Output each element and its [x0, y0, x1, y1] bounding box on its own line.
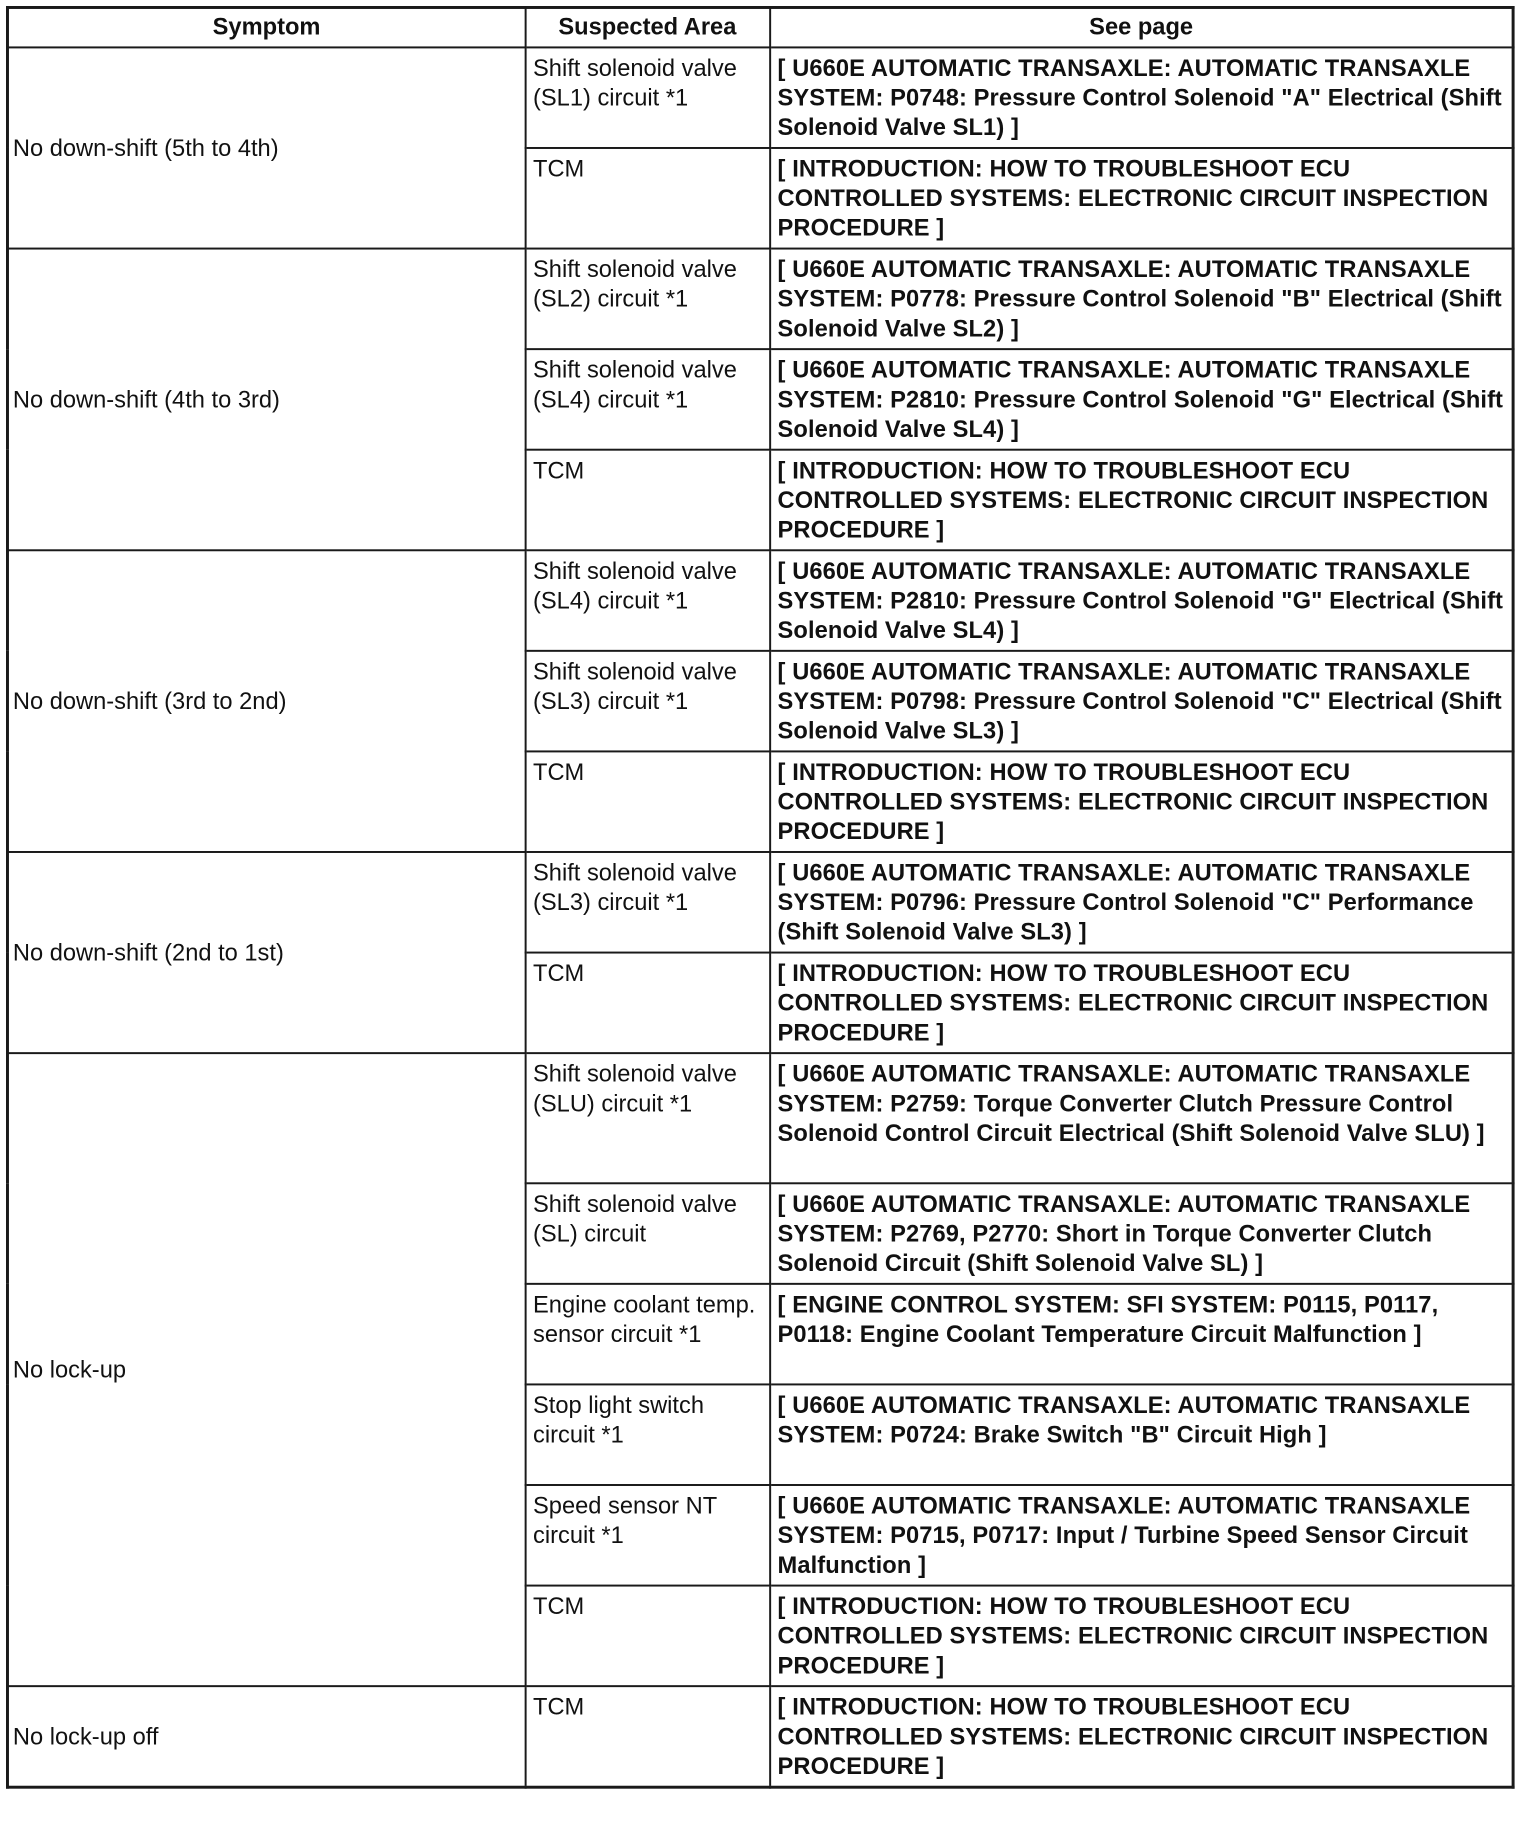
table-row: [7, 1053, 1513, 1183]
symptom-cell: No down-shift (5th to 4th): [7, 47, 525, 248]
suspected-area-cell: Shift solenoid valve (SL) circuit: [525, 1183, 770, 1284]
symptom-table: [6, 6, 1515, 1789]
see-page-reference-cell: [ U660E AUTOMATIC TRANSAXLE: AUTOMATIC TRANSAXLE SYSTEM: P2759: Torque Converter Clutch Pressure Control Solenoid Control Circuit Electrical (Shift Solenoid Valve SLU) ]: [770, 1053, 1513, 1183]
suspected-area-cell: Shift solenoid valve (SL4) circuit *1: [525, 349, 770, 450]
suspected-area-cell: TCM: [525, 1686, 770, 1787]
see-page-reference-cell: [ INTRODUCTION: HOW TO TROUBLESHOOT ECU CONTROLLED SYSTEMS: ELECTRONIC CIRCUIT INSPECTION PROCEDURE ]: [770, 450, 1513, 551]
see-page-reference-cell: [ INTRODUCTION: HOW TO TROUBLESHOOT ECU CONTROLLED SYSTEMS: ELECTRONIC CIRCUIT INSPECTION PROCEDURE ]: [770, 1586, 1513, 1687]
table-row: [7, 1686, 1513, 1787]
see-page-reference-cell: [ U660E AUTOMATIC TRANSAXLE: AUTOMATIC TRANSAXLE SYSTEM: P0778: Pressure Control Solenoid "B" Electrical (Shift Solenoid Valve SL2) ]: [770, 249, 1513, 350]
suspected-area-cell: Speed sensor NT circuit *1: [525, 1485, 770, 1586]
see-page-reference-cell: [ INTRODUCTION: HOW TO TROUBLESHOOT ECU CONTROLLED SYSTEMS: ELECTRONIC CIRCUIT INSPECTION PROCEDURE ]: [770, 1686, 1513, 1787]
header-see-page: See page: [770, 7, 1513, 47]
see-page-reference-cell: [ U660E AUTOMATIC TRANSAXLE: AUTOMATIC TRANSAXLE SYSTEM: P0798: Pressure Control Solenoid "C" Electrical (Shift Solenoid Valve SL3) ]: [770, 651, 1513, 752]
suspected-area-cell: Shift solenoid valve (SL4) circuit *1: [525, 550, 770, 651]
table-row: [7, 249, 1513, 350]
see-page-reference-cell: [ INTRODUCTION: HOW TO TROUBLESHOOT ECU CONTROLLED SYSTEMS: ELECTRONIC CIRCUIT INSPECTION PROCEDURE ]: [770, 953, 1513, 1054]
see-page-reference-cell: [ ENGINE CONTROL SYSTEM: SFI SYSTEM: P0115, P0117, P0118: Engine Coolant Temperature Circuit Malfunction ]: [770, 1284, 1513, 1385]
symptom-cell: No lock-up: [7, 1053, 525, 1686]
suspected-area-cell: TCM: [525, 450, 770, 551]
suspected-area-cell: Shift solenoid valve (SL3) circuit *1: [525, 651, 770, 752]
see-page-reference-cell: [ U660E AUTOMATIC TRANSAXLE: AUTOMATIC TRANSAXLE SYSTEM: P0748: Pressure Control Solenoid "A" Electrical (Shift Solenoid Valve SL1) ]: [770, 47, 1513, 148]
see-page-reference-cell: [ U660E AUTOMATIC TRANSAXLE: AUTOMATIC TRANSAXLE SYSTEM: P2810: Pressure Control Solenoid "G" Electrical (Shift Solenoid Valve SL4) ]: [770, 550, 1513, 651]
table-row: [7, 47, 1513, 148]
see-page-reference-cell: [ U660E AUTOMATIC TRANSAXLE: AUTOMATIC TRANSAXLE SYSTEM: P2769, P2770: Short in Torque Converter Clutch Solenoid Circuit (Shift Solenoid Valve SL) ]: [770, 1183, 1513, 1284]
suspected-area-cell: TCM: [525, 148, 770, 249]
suspected-area-cell: Shift solenoid valve (SLU) circuit *1: [525, 1053, 770, 1183]
see-page-reference-cell: [ U660E AUTOMATIC TRANSAXLE: AUTOMATIC TRANSAXLE SYSTEM: P0796: Pressure Control Solenoid "C" Performance (Shift Solenoid Valve SL3) ]: [770, 852, 1513, 953]
symptom-cell: No down-shift (4th to 3rd): [7, 249, 525, 551]
suspected-area-cell: TCM: [525, 1586, 770, 1687]
header-symptom: Symptom: [7, 7, 525, 47]
symptom-cell: No lock-up off: [7, 1686, 525, 1787]
symptom-cell: No down-shift (3rd to 2nd): [7, 550, 525, 852]
suspected-area-cell: Shift solenoid valve (SL2) circuit *1: [525, 249, 770, 350]
suspected-area-cell: TCM: [525, 751, 770, 852]
see-page-reference-cell: [ INTRODUCTION: HOW TO TROUBLESHOOT ECU CONTROLLED SYSTEMS: ELECTRONIC CIRCUIT INSPECTION PROCEDURE ]: [770, 148, 1513, 249]
suspected-area-cell: Shift solenoid valve (SL1) circuit *1: [525, 47, 770, 148]
suspected-area-cell: Shift solenoid valve (SL3) circuit *1: [525, 852, 770, 953]
suspected-area-cell: TCM: [525, 953, 770, 1054]
see-page-reference-cell: [ INTRODUCTION: HOW TO TROUBLESHOOT ECU CONTROLLED SYSTEMS: ELECTRONIC CIRCUIT INSPECTION PROCEDURE ]: [770, 751, 1513, 852]
see-page-reference-cell: [ U660E AUTOMATIC TRANSAXLE: AUTOMATIC TRANSAXLE SYSTEM: P2810: Pressure Control Solenoid "G" Electrical (Shift Solenoid Valve SL4) ]: [770, 349, 1513, 450]
see-page-reference-cell: [ U660E AUTOMATIC TRANSAXLE: AUTOMATIC TRANSAXLE SYSTEM: P0724: Brake Switch "B" Circuit High ]: [770, 1384, 1513, 1485]
symptom-cell: No down-shift (2nd to 1st): [7, 852, 525, 1053]
table-row: [7, 550, 1513, 651]
suspected-area-cell: Engine coolant temp. sensor circuit *1: [525, 1284, 770, 1385]
table-body: [7, 47, 1513, 1787]
suspected-area-cell: Stop light switch circuit *1: [525, 1384, 770, 1485]
see-page-reference-cell: [ U660E AUTOMATIC TRANSAXLE: AUTOMATIC TRANSAXLE SYSTEM: P0715, P0717: Input / Turbine Speed Sensor Circuit Malfunction ]: [770, 1485, 1513, 1586]
header-row: [7, 7, 1513, 47]
table-row: [7, 852, 1513, 953]
header-suspected-area: Suspected Area: [525, 7, 770, 47]
